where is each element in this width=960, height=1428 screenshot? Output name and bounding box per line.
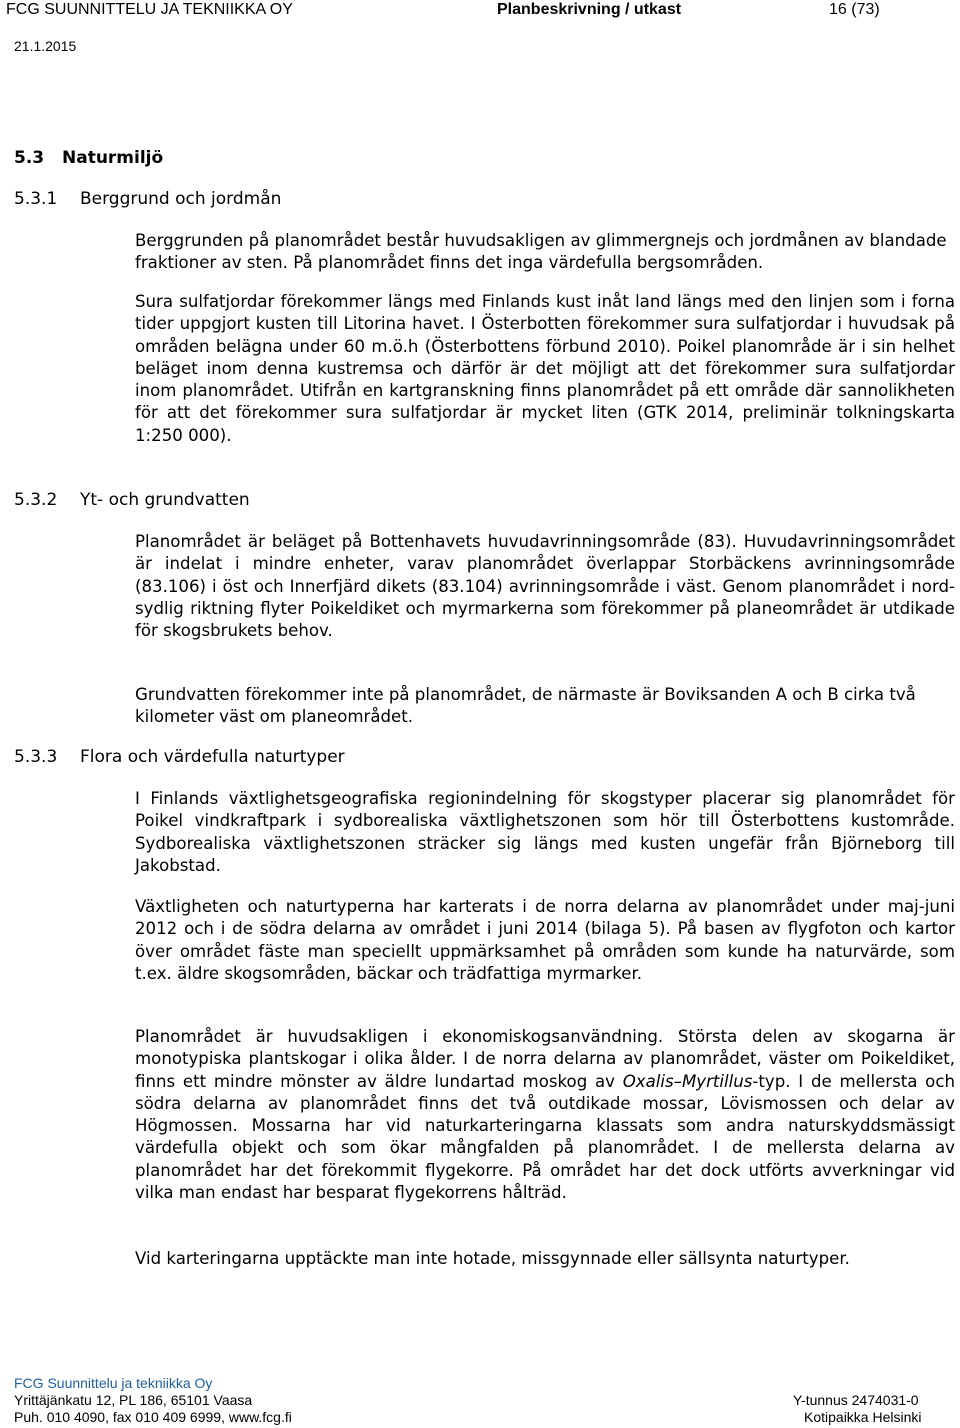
footer-business-id: Y-tunnus 2474031-0 bbox=[793, 1392, 919, 1408]
subsection-heading bbox=[14, 747, 345, 767]
subsection-number: 5.3.3 bbox=[14, 747, 58, 767]
header-organization: FCG SUUNNITTELU JA TEKNIIKKA OY bbox=[6, 1, 293, 18]
footer-domicile: Kotipaikka Helsinki bbox=[804, 1409, 922, 1425]
paragraph: Växtligheten och naturtyperna har karterats i de norra delarna av planområdet under maj-juni 2012 och i de södra delarna av området i juni 2014 (bilaga 5). På basen av flygfoton och kartor över området fäste man speciellt uppmärksamhet på områden som kunde ha naturvärde, som t.ex. äldre skogsområden, bäckar och trädfattiga myrmarker. bbox=[135, 897, 955, 983]
footer-company: FCG Suunnittelu ja tekniikka Oy bbox=[14, 1375, 213, 1391]
paragraph: Planområdet är beläget på Bottenhavets huvudavrinningsområde (83). Huvudavrinningsområdet är indelat i mindre enheter, varav planområdet överlappar Storbäckens avrinningsområde (83.106) i öst och Innerfjärd dikets (83.104) avrinningsområde i väst. Genom planområdet i nord-sydlig riktning flyter Poikeldiket och myrmarkerna som förekommer på planeområdet är utdikade för skogsbrukets behov. bbox=[135, 532, 955, 641]
paragraph-text: -typ. I de mellersta och södra delarna av planområdet finns det två outdikade mossar, Lövismossen och delar av Högmossen. Mossarna har vid naturkarteringarna klassats som andra naturskyddsmässigt värdefulla objekt och som ökar mångfalden på planområdet. I de mellersta delarna av planområdet har det förekommit flygekorre. På området har det dock utförts avverkningar vid vilka man endast har besparat flygekorrens hålträd. bbox=[135, 1071, 955, 1203]
section-number: 5.3 bbox=[14, 148, 45, 168]
species-name: Oxalis–Myrtillus bbox=[622, 1071, 753, 1091]
paragraph: Sura sulfatjordar förekommer längs med Finlands kust inåt land längs med den linjen som i forna tider uppgjort kusten till Litorina havet. I Österbotten förekommer sura sulfatjordar i huvudsak på områden belägna under 60 m.ö.h (Österbottens förbund 2010). Poikel planområde är i sin helhet beläget inom denna kustremsa och därför är det möjligt att det förekommer sura sulfatjordar inom planområdet. Utifrån en kartgranskning finns planområdet på ett område där sannolikheten för att det förekommer sura sulfatjordar är mycket liten (GTK 2014, preliminär tolkningskarta 1:250 000). bbox=[135, 292, 955, 445]
subsection-title: Yt- och grundvatten bbox=[80, 490, 250, 510]
paragraph: I Finlands växtlighetsgeografiska regionindelning för skogstyper placerar sig planområdet för Poikel vindkraftpark i sydborealiska växtlighetszonen som hör till Österbottens kustområde. Sydborealiska växtlighetszonen sträcker sig längs med kusten ungefär från Björneborg till Jakobstad. bbox=[135, 789, 955, 875]
subsection-title: Flora och värdefulla naturtyper bbox=[80, 747, 345, 767]
subsection-heading bbox=[14, 189, 281, 209]
paragraph-text: Planområdet är huvudsakligen i ekonomiskogsanvändning. Största delen av skogarna är monotypiska plantskogar i olika ålder. I de norra delarna av planområdet, väster om Poikeldiket, finns ett mindre mönster av äldre lundartad moskog av bbox=[135, 1027, 955, 1091]
section-heading bbox=[14, 148, 163, 168]
subsection-heading bbox=[14, 490, 250, 510]
paragraph bbox=[135, 1026, 955, 1204]
paragraph: Vid karteringarna upptäckte man inte hotade, missgynnade eller sällsynta naturtyper. bbox=[135, 1249, 850, 1268]
footer-address: Yrittäjänkatu 12, PL 186, 65101 Vaasa bbox=[14, 1392, 253, 1408]
paragraph: Grundvatten förekommer inte på planområdet, de närmaste är Boviksanden A och B cirka två kilometer väst om planeområdet. bbox=[135, 685, 916, 727]
subsection-title: Berggrund och jordmån bbox=[80, 189, 282, 209]
section-title: Naturmiljö bbox=[62, 148, 164, 168]
footer-contact: Puh. 010 4090, fax 010 409 6999, www.fcg.fi bbox=[14, 1409, 292, 1425]
header-page-number: 16 (73) bbox=[829, 1, 880, 18]
subsection-number: 5.3.1 bbox=[14, 189, 58, 209]
paragraph: Berggrunden på planområdet består huvudsakligen av glimmergnejs och jordmånen av blandade fraktioner av sten. På planområdet finns det inga värdefulla bergsområden. bbox=[135, 231, 947, 273]
subsection-number: 5.3.2 bbox=[14, 490, 58, 510]
header-date: 21.1.2015 bbox=[14, 38, 77, 54]
header-document-title: Planbeskrivning / utkast bbox=[497, 1, 682, 18]
